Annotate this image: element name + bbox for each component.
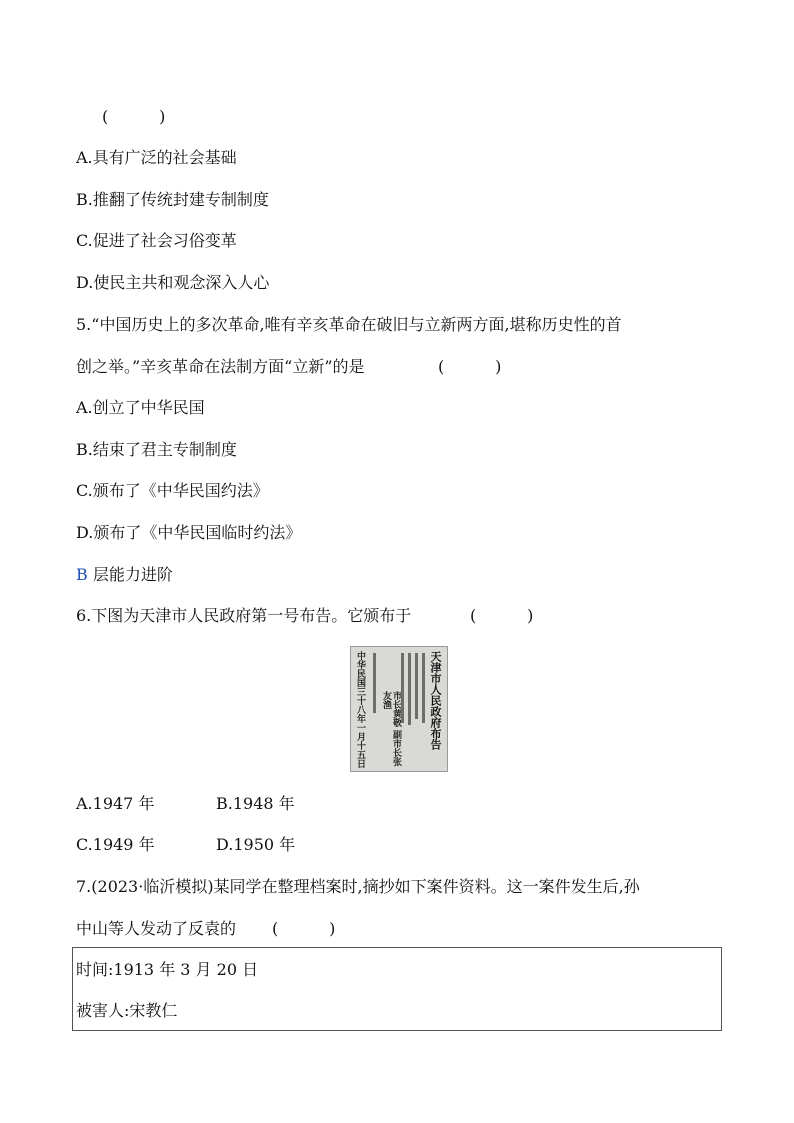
proclamation-title: 天津市人民政府布告 [429,651,442,750]
option-c: C.颁布了《中华民国约法》 [76,481,269,500]
answer-paren: ( ) [102,107,166,126]
option-c: C.1949 年 [76,835,155,854]
question-stem-line1: 7.(2023·临沂模拟)某同学在整理档案时,摘抄如下案件资料。这一案件发生后,孙 [76,877,640,896]
option-d: D.1950 年 [216,835,296,854]
option-c: C.促进了社会习俗变革 [76,231,237,250]
proclamation-signers: 市长黄敬 副市长张友渔 [381,691,401,767]
case-time: 时间:1913 年 3 月 20 日 [76,960,259,979]
proclamation-photo [350,646,448,772]
proclamation-date: 中华民国三十八年一月十五日 [355,651,365,768]
option-d: D.颁布了《中华民国临时约法》 [76,523,302,542]
case-victim: 被害人:宋教仁 [76,1001,178,1020]
option-b: B.推翻了传统封建专制制度 [76,190,269,209]
question-stem: 6.下图为天津市人民政府第一号布告。它颁布于 [76,606,412,625]
option-a: A.创立了中华民国 [76,398,205,417]
question-stem-line1: 5.“中国历史上的多次革命,唯有辛亥革命在破旧与立新两方面,堪称历史性的首 [76,315,622,334]
section-letter: B [76,565,88,584]
question-stem-line2: 创之举。”辛亥革命在法制方面“立新”的是 [76,357,365,376]
option-b: B.结束了君主专制制度 [76,440,237,459]
section-title: 层能力进阶 [87,565,173,584]
answer-paren: ( ) [438,357,502,376]
option-a: A.1947 年 [76,794,155,813]
option-b: B.1948 年 [216,794,295,813]
section-heading [76,565,173,585]
answer-paren: ( ) [470,606,534,625]
option-d: D.使民主共和观念深入人心 [76,273,270,292]
answer-paren: ( ) [272,919,336,938]
option-a: A.具有广泛的社会基础 [76,148,237,167]
question-stem-line2: 中山等人发动了反袁的 [76,919,237,938]
